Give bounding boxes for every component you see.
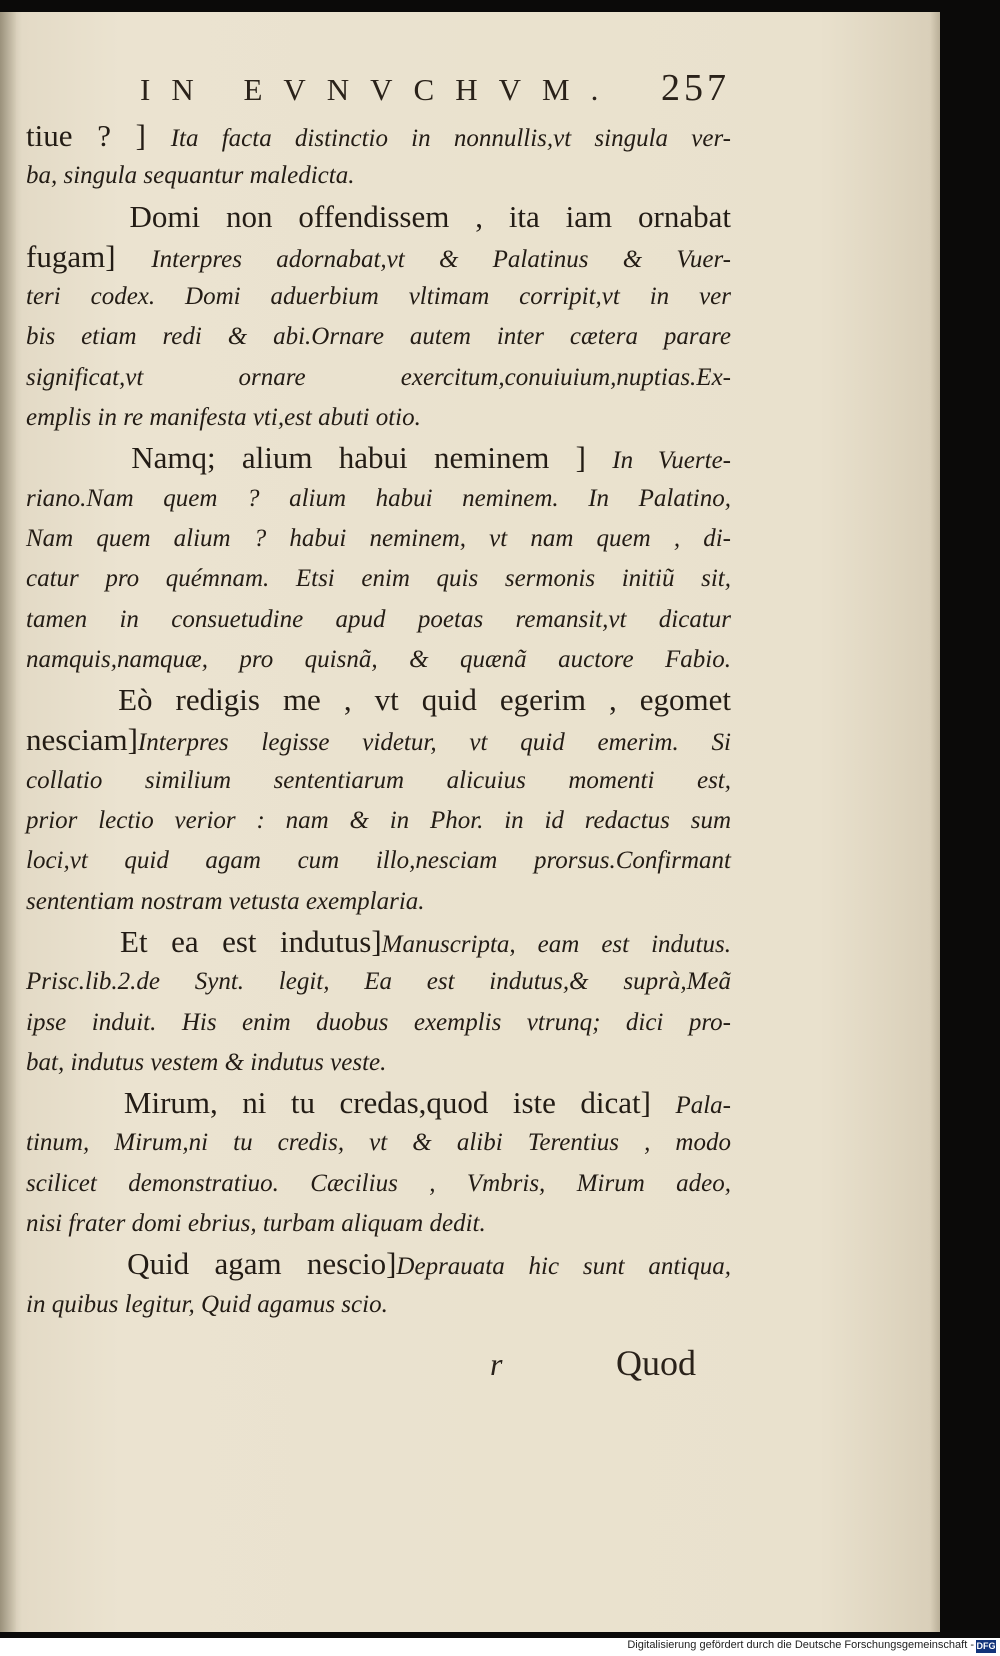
- text-line: [26, 156, 731, 196]
- lemma-text: nesciam]: [26, 722, 138, 758]
- text-line: [26, 1285, 731, 1325]
- text-line: [26, 962, 731, 1002]
- text-line: [26, 680, 731, 720]
- text-line: [26, 559, 731, 599]
- text-line: [26, 720, 731, 760]
- lemma-text: Namq; alium habui neminem ]: [26, 440, 613, 476]
- commentary-text: loci,vt quid agam cum illo,nesciam prorsus.Confirmant: [26, 847, 731, 875]
- commentary-text: bis etiam redi & abi.Ornare autem inter cætera parare: [26, 323, 731, 351]
- text-line: [26, 1043, 731, 1083]
- commentary-text: significat,vt ornare exercitum,conuiuium,nuptias.Ex-: [26, 363, 731, 391]
- text-line: [26, 761, 731, 801]
- text-line: [26, 277, 731, 317]
- commentary-text: teri codex. Domi aduerbium vltimam corripit,vt in ver: [26, 283, 731, 311]
- commentary-text: Pala-: [675, 1092, 731, 1120]
- running-title: IN EVNVCHVM.: [140, 72, 620, 107]
- commentary-text: sententiam nostram vetusta exemplaria.: [26, 887, 425, 915]
- text-line: [26, 438, 731, 478]
- text-line: [26, 519, 731, 559]
- page-footer: [0, 1342, 940, 1402]
- commentary-text: Interpres adornabat,vt & Palatinus & Vuer-: [151, 245, 732, 273]
- text-line: [26, 1003, 731, 1043]
- page-number: 257: [661, 67, 730, 109]
- commentary-text: riano.Nam quem ? alium habui neminem. In Palatino,: [26, 484, 731, 512]
- lemma-text: Et ea est indutus]: [26, 923, 382, 959]
- commentary-text: ipse induit. His enim duobus exemplis vtrunq; dici pro-: [26, 1008, 731, 1036]
- text-line: [26, 640, 731, 680]
- text-line: [26, 317, 731, 357]
- commentary-text: ba, singula sequantur maledicta.: [26, 162, 355, 190]
- text-line: [26, 197, 731, 237]
- commentary-text: tamen in consuetudine apud poetas remansit,vt dicatur: [26, 605, 731, 633]
- text-line: [26, 600, 731, 640]
- text-line: [26, 1164, 731, 1204]
- text-line: [26, 1123, 731, 1163]
- commentary-text: nisi frater domi ebrius, turbam aliquam dedit.: [26, 1210, 486, 1238]
- text-line: [26, 1204, 731, 1244]
- commentary-text: Ita facta distinctio in nonnullis,vt singula ver-: [170, 125, 731, 152]
- text-line: [26, 398, 731, 438]
- text-line: [26, 1083, 731, 1123]
- lemma-text: Eò redigis me , vt quid egerim , egomet: [26, 682, 731, 718]
- catchword: Quod: [616, 1343, 696, 1383]
- commentary-text: catur pro quémnam. Etsi enim quis sermonis initiũ sit,: [26, 565, 731, 593]
- funding-bar: [0, 1638, 1000, 1656]
- funding-text: Digitalisierung gefördert durch die Deutsche Forschungsgemeinschaft -: [627, 1639, 974, 1651]
- commentary-text: Prisc.lib.2.de Synt. legit, Ea est indutus,& suprà,Meã: [26, 968, 731, 996]
- commentary-text: In Vuerte-: [612, 447, 731, 475]
- commentary-text: emplis in re manifesta vti,est abuti otio.: [26, 404, 421, 432]
- text-line: [26, 116, 731, 156]
- commentary-text: in quibus legitur, Quid agamus scio.: [26, 1290, 388, 1318]
- text-line: [26, 801, 731, 841]
- commentary-text: tinum, Mirum,ni tu credis, vt & alibi Terentius , modo: [26, 1129, 731, 1157]
- text-line: [26, 922, 731, 962]
- text-line: [26, 237, 731, 277]
- commentary-text: Deprauata hic sunt antiqua,: [396, 1253, 731, 1281]
- page-header: [140, 64, 730, 120]
- commentary-text: collatio similium sententiarum alicuius momenti est,: [26, 766, 731, 794]
- commentary-text: prior lectio verior : nam & in Phor. in id redactus sum: [26, 807, 731, 835]
- lemma-text: Quid agam nescio]: [26, 1246, 397, 1282]
- commentary-text: scilicet demonstratiuo. Cæcilius , Vmbris, Mirum adeo,: [26, 1169, 731, 1197]
- text-line: [26, 358, 731, 398]
- lemma-text: Mirum, ni tu credas,quod iste dicat]: [26, 1085, 676, 1121]
- commentary-text: bat, indutus vestem & indutus veste.: [26, 1048, 387, 1076]
- lemma-text: Domi non offendissem , ita iam ornabat: [26, 198, 731, 234]
- text-line: [26, 841, 731, 881]
- text-line: [26, 1244, 731, 1284]
- text-line: [26, 479, 731, 519]
- book-page: [0, 12, 940, 1632]
- commentary-text: Nam quem alium ? habui neminem, vt nam quem , di-: [26, 524, 731, 552]
- commentary-text: namquis,namquæ, pro quisnã, & quænã auctore Fabio.: [26, 645, 731, 673]
- text-line: [26, 882, 731, 922]
- signature-mark: r: [490, 1346, 503, 1382]
- commentary-text: Interpres legisse videtur, vt quid emerim. Si: [137, 729, 731, 757]
- dfg-logo-icon[interactable]: DFG: [976, 1641, 996, 1651]
- lemma-text: fugam]: [26, 238, 152, 274]
- commentary-text: Manuscripta, eam est indutus.: [381, 930, 731, 958]
- body-text: [26, 116, 731, 1325]
- lemma-text: tiue ? ]: [26, 118, 171, 153]
